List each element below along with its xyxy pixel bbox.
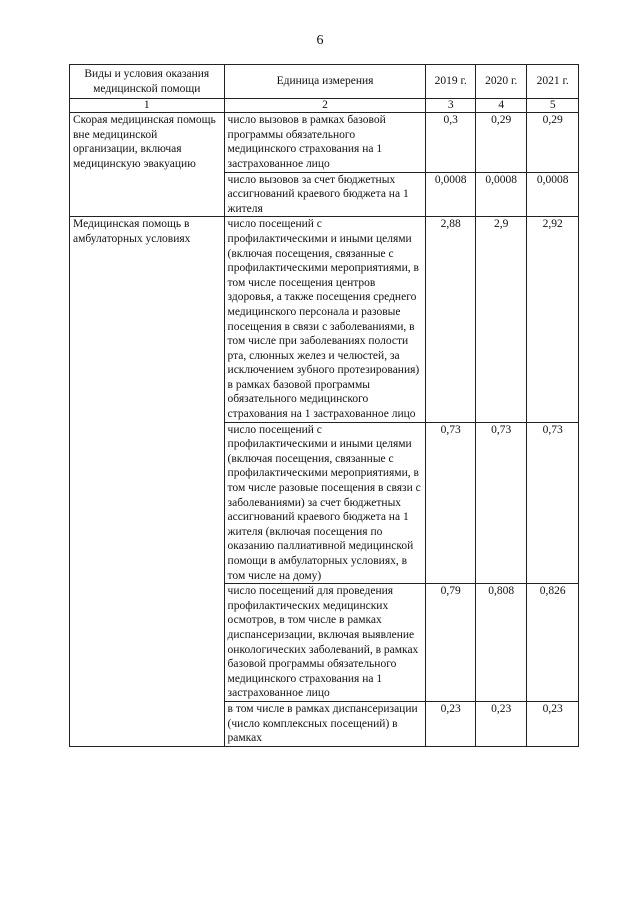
- value-2021: 0,29: [527, 113, 579, 172]
- column-number: 4: [475, 99, 527, 113]
- header-2021: 2021 г.: [527, 65, 579, 99]
- header-care-type: Виды и условия оказания медицинской помощи: [70, 65, 225, 99]
- value-2019: 0,0008: [426, 172, 475, 217]
- header-2019: 2019 г.: [426, 65, 475, 99]
- table-row: [70, 217, 579, 422]
- value-2020: 0,29: [475, 113, 527, 172]
- header-unit: Единица измерения: [224, 65, 426, 99]
- unit-cell: в том числе в рамках диспансеризации (число комплексных посещений) в рамках: [224, 701, 426, 746]
- value-2020: 0,23: [475, 701, 527, 746]
- page-number: 6: [316, 33, 324, 48]
- value-2021: 0,0008: [527, 172, 579, 217]
- column-number-row: [70, 99, 579, 113]
- value-2021: 0,23: [527, 701, 579, 746]
- value-2021: 2,92: [527, 217, 579, 422]
- value-2020: 0,0008: [475, 172, 527, 217]
- care-type-cell: Скорая медицинская помощь вне медицинской организации, включая медицинскую эвакуацию: [70, 113, 225, 217]
- value-2019: 2,88: [426, 217, 475, 422]
- header-2020: 2020 г.: [475, 65, 527, 99]
- header-row: [70, 65, 579, 99]
- column-number: 1: [70, 99, 225, 113]
- column-number: 3: [426, 99, 475, 113]
- value-2020: 0,73: [475, 422, 527, 584]
- value-2019: 0,73: [426, 422, 475, 584]
- unit-cell: число вызовов в рамках базовой программы обязательного медицинского страхования на 1 застрахованное лицо: [224, 113, 426, 172]
- column-number: 2: [224, 99, 426, 113]
- value-2019: 0,79: [426, 584, 475, 702]
- unit-cell: число посещений с профилактическими и иными целями (включая посещения, связанные с профилактическими мероприятиями, в том числе посещения центров здоровья, а также посещения среднего медицинского персонала и разовые посещения в связи с заболеваниями, в том числе при заболеваниях полости рта, слюнных желез и челюстей, за исключением зубного протезирования) в рамках базовой программы обязательного медицинского страхования на 1 застрахованное лицо: [224, 217, 426, 422]
- unit-cell: число посещений для проведения профилактических медицинских осмотров, в том числе в рамках диспансеризации, включая выявление онкологических заболеваний, в рамках базовой программы обязательного медицинского страхования на 1 застрахованное лицо: [224, 584, 426, 702]
- column-number: 5: [527, 99, 579, 113]
- value-2019: 0,23: [426, 701, 475, 746]
- value-2019: 0,3: [426, 113, 475, 172]
- care-type-cell: Медицинская помощь в амбулаторных условиях: [70, 217, 225, 746]
- norms-table: [69, 64, 579, 747]
- value-2021: 0,826: [527, 584, 579, 702]
- unit-cell: число вызовов за счет бюджетных ассигнований краевого бюджета на 1 жителя: [224, 172, 426, 217]
- value-2021: 0,73: [527, 422, 579, 584]
- value-2020: 2,9: [475, 217, 527, 422]
- value-2020: 0,808: [475, 584, 527, 702]
- table-row: [70, 113, 579, 172]
- unit-cell: число посещений с профилактическими и иными целями (включая посещения, связанные с профилактическими мероприятиями, в том числе разовые посещения в связи с заболеваниями) за счет бюджетных ассигнований краевого бюджета на 1 жителя (включая посещения по оказанию паллиативной медицинской помощи в амбулаторных условиях, в том числе на дому): [224, 422, 426, 584]
